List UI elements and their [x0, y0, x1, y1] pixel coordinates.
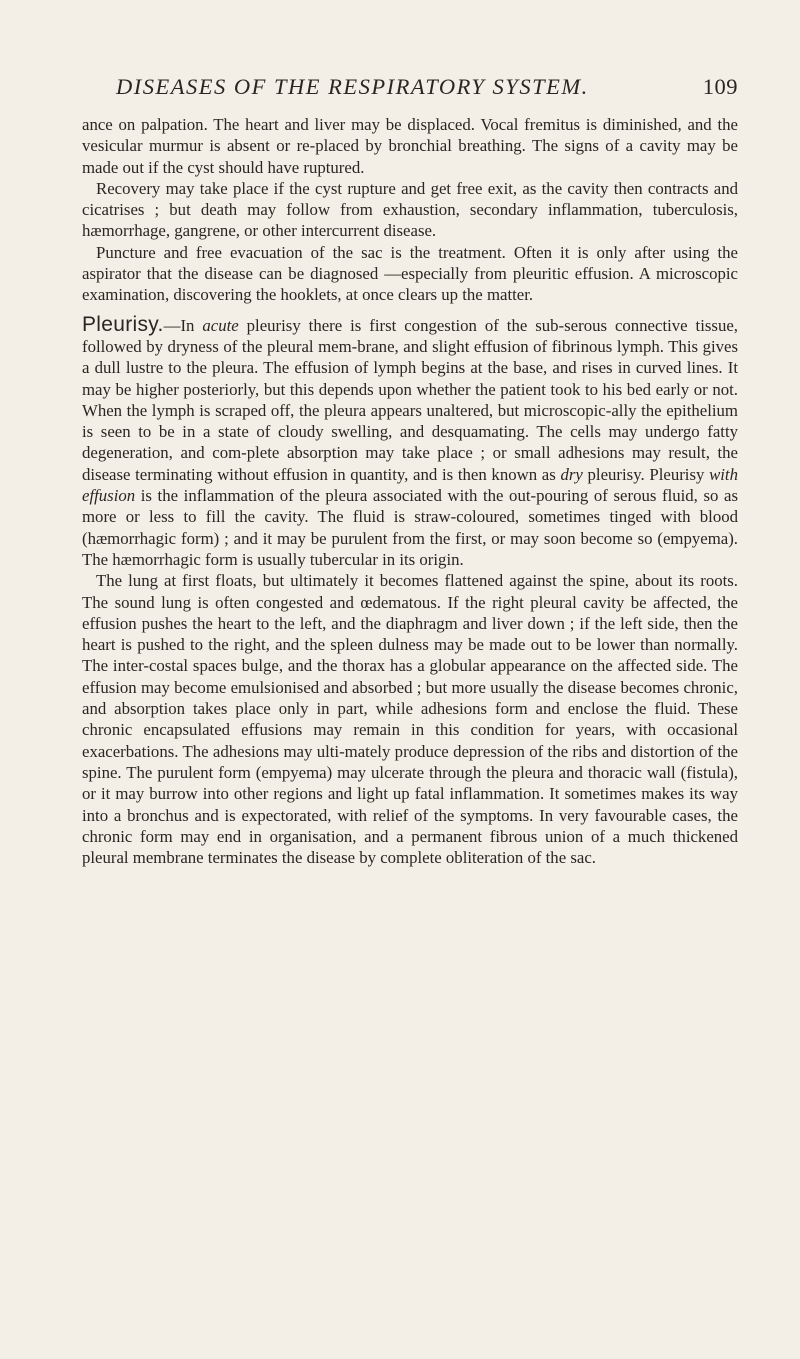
italic-dry: dry — [560, 464, 583, 484]
running-header — [82, 70, 738, 110]
book-page — [82, 70, 738, 868]
pleurisy-text-2: pleurisy. Pleurisy — [582, 464, 710, 484]
pleurisy-text-1: pleurisy there is first congestion of the sub-serous connective tissue, followed by dryness of the pleural mem-brane, and slight effusion of fibrinous lymph. This gives a dull lustre to the pleura. The effusion of lymph begins at the base, and rises in curved lines. It may be higher posteriorly, but this depends upon whether the patient took to his bed early or not. When the lymph is scraped off, the pleura appears unaltered, but microscopic-ally the epithelium is seen to be in a state of cloudy swelling, and desquamating. The cells may undergo fatty degeneration, and com-plete absorption may take place ; or small adhesions may result, the disease terminating without effusion in quantity, and is then known as — [82, 315, 738, 484]
body-text — [82, 114, 738, 868]
paragraph-recovery: Recovery may take place if the cyst rupture and get free exit, as the cavity then contracts and cicatrises ; but death may follow from exhaustion, secondary inflammation, tuberculosis, hæmorrhage, gangrene, or other intercurrent disease. — [82, 178, 738, 241]
pleurisy-dash: —In — [163, 315, 203, 335]
paragraph-treatment: Puncture and free evacuation of the sac is the treatment. Often it is only after using the aspirator that the disease can be diagnosed —especially from pleuritic effusion. A microscopic examination, discovering the hooklets, at once clears up the matter. — [82, 242, 738, 305]
section-heading-pleurisy: Pleurisy. — [82, 312, 164, 336]
paragraph-pleurisy — [82, 314, 738, 571]
paragraph-lung: The lung at first floats, but ultimately it becomes flattened against the spine, about its roots. The sound lung is often congested and œdematous. If the right pleural cavity be affected, the effusion pushes the heart to the left, and the diaphragm and liver down ; if the left side, then the heart is pushed to the right, and the spleen dulness may be made out to be lower than normally. The inter-costal spaces bulge, and the thorax has a globular appearance on the affected side. The effusion may become emulsionised and absorbed ; but more usually the disease becomes chronic, and absorption takes place only in part, while adhesions form and enclose the fluid. These chronic encapsulated effusions may remain in this condition for years, with occasional exacerbations. The adhesions may ulti-mately produce depression of the ribs and distortion of the spine. The purulent form (empyema) may ulcerate through the pleura and thoracic wall (fistula), or it may burrow into other regions and light up fatal inflammation. It sometimes makes its way into a bronchus and is expectorated, with relief of the symptoms. In very favourable cases, the chronic form may end in organisation, and a permanent fibrous union of a much thickened pleural membrane terminates the disease by complete obliteration of the sac. — [82, 571, 738, 868]
running-title: DISEASES OF THE RESPIRATORY SYSTEM. — [116, 74, 589, 99]
pleurisy-text-3: is the inflammation of the pleura associated with the out-pouring of serous fluid, so as more or less to fill the cavity. The fluid is straw-coloured, sometimes tinged with blood (hæmorrhagic form) ; and it may be purulent from the first, or may soon become so (empyema). The hæmorrhagic form is usually tubercular in its origin. — [82, 486, 738, 569]
page-number: 109 — [702, 74, 738, 99]
italic-acute: acute — [202, 315, 239, 335]
paragraph-palpation: ance on palpation. The heart and liver may be displaced. Vocal fremitus is diminished, and the vesicular murmur is absent or re-placed by bronchial breathing. The signs of a cavity may be made out if the cyst should have ruptured. — [82, 115, 738, 177]
italic-with-effusion: with effusion — [82, 464, 738, 506]
